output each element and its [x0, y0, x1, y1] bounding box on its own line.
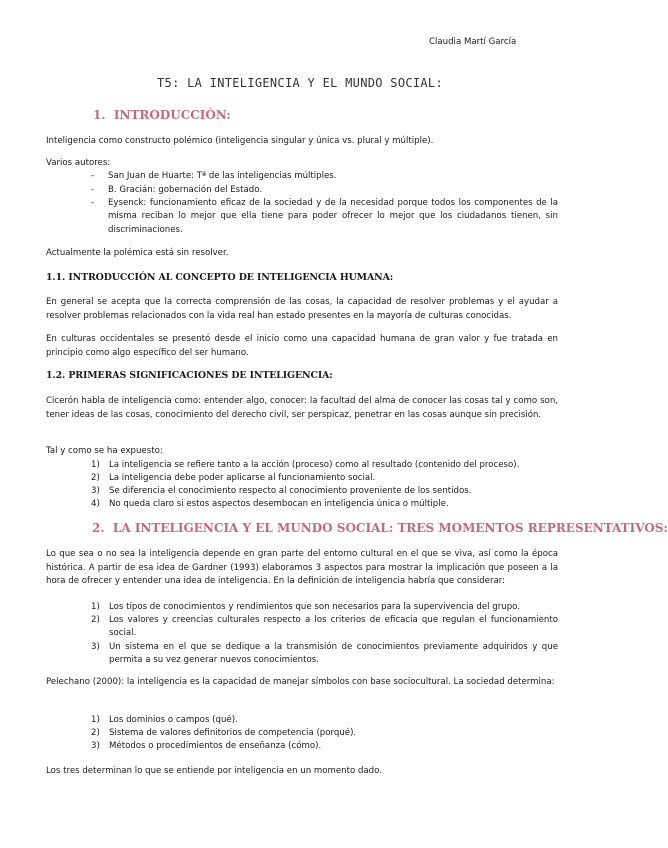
intro-paragraph: Inteligencia como constructo polémico (inteligencia singular y única vs. plural y múltiple).	[46, 136, 434, 146]
dash-marker: -	[91, 198, 95, 208]
list-item: Los dominios o campos (qué).	[109, 715, 238, 725]
subsection-1-1-heading: 1.1. INTRODUCCIÓN AL CONCEPTO DE INTELIGENCIA HUMANA:	[46, 272, 394, 283]
list-number: 2)	[91, 728, 100, 738]
section-2-heading	[92, 521, 668, 535]
subsection-1-1-paragraph-2: En culturas occidentales se presentó desde el inicio como una capacidad humana de gran valor y fue tratada en principio como algo específico del ser humano.	[46, 334, 558, 358]
list-item: La inteligencia debe poder aplicarse al funcionamiento social.	[109, 473, 376, 483]
author-item-gracian: B. Gracián: gobernación del Estado.	[108, 185, 263, 195]
dash-marker: -	[91, 185, 95, 195]
controversy-paragraph: Actualmente la polémica está sin resolver.	[46, 248, 229, 258]
section-2-paragraph-1: Lo que sea o no sea la inteligencia depende en gran parte del entorno cultural en el que se viva, así como la época histórica. A partir de esa idea de Gardner (1993) elaboramos 3 aspectos para mostrar la implicación que poseen a la hora de ofrecer y entender una idea de inteligencia. En la definición de inteligencia habría que considerar:	[46, 549, 558, 587]
subsection-1-2-paragraph-2: Tal y como se ha expuesto:	[46, 446, 163, 456]
list-item: Se diferencia el conocimiento respecto al conocimiento proveniente de los sentidos.	[109, 486, 472, 496]
list-item: Los valores y creencias culturales respecto a los criterios de eficacia que regulan el funcionamiento social.	[109, 615, 558, 639]
section-2-paragraph-2: Pelechano (2000): la inteligencia es la capacidad de manejar símbolos con base sociocultural. La sociedad determina:	[46, 677, 555, 687]
authors-intro: Varios autores:	[46, 158, 111, 168]
author-item-eysenck: Eysenck: funcionamiento eficaz de la sociedad y de la necesidad porque todos los componentes de la misma reciban lo mejor que ella tiene para poder ofrecer lo mejor que los ciudadanos tienen, sin discriminaciones.	[108, 198, 558, 235]
list-item: Los tipos de conocimientos y rendimientos que son necesarios para la supervivencia del grupo.	[109, 602, 520, 612]
author-name: Claudia Martí García	[429, 37, 517, 47]
list-item: No queda claro si estos aspectos desembocan en inteligencia única o múltiple.	[109, 499, 449, 509]
list-number: 3)	[91, 741, 100, 751]
section-2-title: LA INTELIGENCIA Y EL MUNDO SOCIAL: TRES MOMENTOS REPRESENTATIVOS:	[112, 521, 668, 535]
subsection-1-2-paragraph-1: Cicerón habla de inteligencia como: entender algo, conocer: la facultad del alma de conocer las cosas tal y como son, tener ideas de las cosas, conocimiento del derecho civil, ser perspicaz, penetrar en las cosas aunque sin precisión.	[46, 396, 558, 420]
dash-marker: -	[91, 171, 95, 181]
list-number: 1)	[91, 715, 100, 725]
section-1-number: 1.	[93, 108, 106, 122]
list-item: Un sistema en el que se dedique a la transmisión de conocimientos previamente adquiridos y que permita a su vez generar nuevos conocimientos.	[109, 642, 558, 666]
list-item: Sistema de valores definitorios de competencia (porqué).	[109, 728, 357, 738]
list-item: La inteligencia se refiere tanto a la acción (proceso) como al resultado (contenido del proceso).	[109, 460, 520, 470]
subsection-1-1-paragraph-1: En general se acepta que la correcta comprensión de las cosas, la capacidad de resolver problemas y el ayudar a resolver problemas relacionados con la vida real han estado presentes en la mayoría de culturas conocidas.	[46, 297, 558, 321]
section-2-number: 2.	[92, 521, 105, 535]
section-1-title: INTRODUCCIÓN:	[113, 108, 231, 122]
list-number: 3)	[91, 642, 100, 652]
list-number: 2)	[91, 615, 100, 625]
list-item: Métodos o procedimientos de enseñanza (cómo).	[109, 741, 322, 751]
section-1-heading	[93, 108, 231, 122]
list-number: 1)	[91, 460, 100, 470]
list-number: 1)	[91, 602, 100, 612]
author-item-huarte: San Juan de Huarte: Tª de las inteligencias múltiples.	[108, 171, 337, 181]
subsection-1-2-heading: 1.2. PRIMERAS SIGNIFICACIONES DE INTELIGENCIA:	[46, 370, 333, 381]
document-title: T5: LA INTELIGENCIA Y EL MUNDO SOCIAL:	[157, 76, 443, 90]
section-2-paragraph-3: Los tres determinan lo que se entiende por inteligencia en un momento dado.	[46, 766, 382, 776]
list-number: 3)	[91, 486, 100, 496]
list-number: 2)	[91, 473, 100, 483]
list-number: 4)	[91, 499, 100, 509]
